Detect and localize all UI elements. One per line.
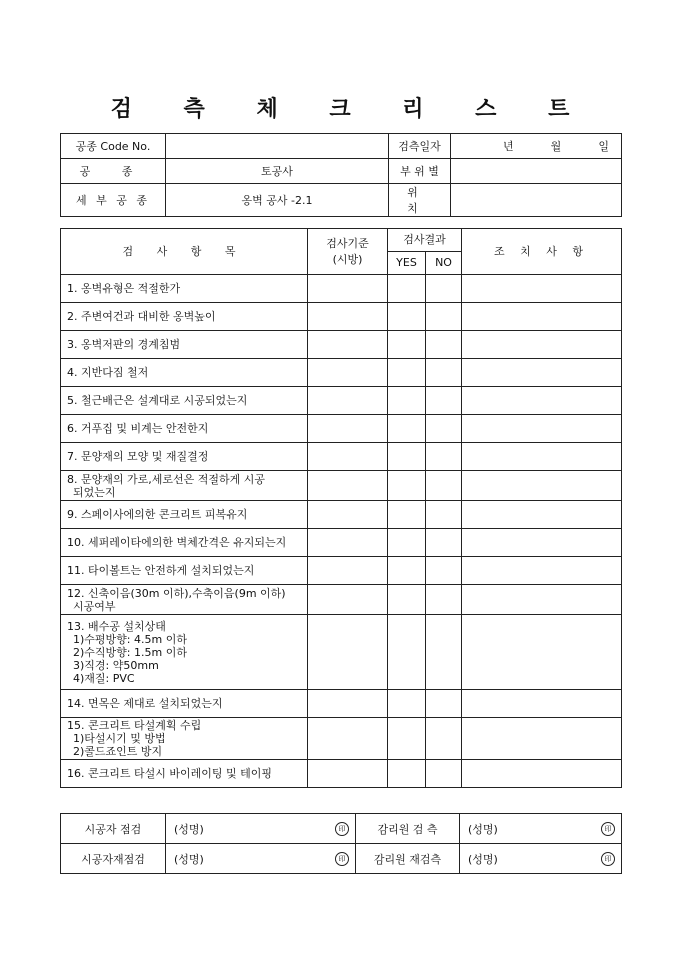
seal-icon: 印 (601, 852, 615, 866)
action-cell[interactable] (462, 303, 622, 331)
checklist-item (61, 615, 308, 690)
detail-work-label: 세 부 공 종 (61, 184, 166, 217)
date-year-label: 년 (503, 140, 514, 153)
name-label: (성명) (174, 852, 204, 866)
action-cell[interactable] (462, 275, 622, 303)
header-action: 조 치 사 항 (462, 229, 622, 275)
criteria-cell[interactable] (308, 585, 388, 615)
checklist-row (61, 303, 622, 331)
yes-cell[interactable] (388, 690, 426, 718)
header-criteria-line1: 검사기준 (326, 236, 369, 250)
seal-icon: 印 (335, 852, 349, 866)
checklist-row (61, 443, 622, 471)
criteria-cell[interactable] (308, 471, 388, 501)
checklist-item-title: 7. 문양재의 모양 및 재질결정 (67, 450, 209, 463)
checklist-item (61, 275, 308, 303)
work-code-value[interactable] (166, 134, 389, 159)
checklist-item-title: 4. 지반다짐 철저 (67, 366, 149, 379)
checklist-item-detail: 3)직경: 약50mm (73, 658, 159, 672)
criteria-cell[interactable] (308, 387, 388, 415)
no-cell[interactable] (426, 557, 462, 585)
action-cell[interactable] (462, 501, 622, 529)
yes-cell[interactable] (388, 303, 426, 331)
work-code-label: 공종 Code No. (61, 134, 166, 159)
supervisor-recheck-label: 감리원 재검측 (356, 844, 460, 874)
checklist-item-title: 1. 옹벽유형은 적절한가 (67, 282, 181, 295)
yes-cell[interactable] (388, 557, 426, 585)
action-cell[interactable] (462, 585, 622, 615)
criteria-cell[interactable] (308, 415, 388, 443)
name-label: (성명) (468, 852, 498, 866)
inspect-date-value[interactable] (451, 134, 622, 159)
yes-cell[interactable] (388, 501, 426, 529)
yes-cell[interactable] (388, 275, 426, 303)
checklist-row (61, 690, 622, 718)
checklist-item (61, 415, 308, 443)
header-yes: YES (388, 252, 426, 275)
checklist-row (61, 471, 622, 501)
checklist-item-title: 15. 콘크리트 타설계획 수립 (67, 719, 202, 732)
checklist-item-detail: 2)수직방향: 1.5m 이하 (73, 645, 187, 659)
work-type-value[interactable]: 토공사 (166, 159, 389, 184)
action-cell[interactable] (462, 718, 622, 760)
action-cell[interactable] (462, 529, 622, 557)
checklist-item (61, 529, 308, 557)
no-cell[interactable] (426, 275, 462, 303)
no-cell[interactable] (426, 718, 462, 760)
checklist-table (60, 228, 622, 788)
checklist-item-title: 3. 옹벽저판의 경계침범 (67, 338, 181, 351)
supervisor-check-label: 감리원 검 측 (356, 814, 460, 844)
yes-cell[interactable] (388, 718, 426, 760)
header-criteria-line2: (시방) (332, 252, 363, 266)
checklist-row (61, 585, 622, 615)
yes-cell[interactable] (388, 359, 426, 387)
location-label: 위 치 (389, 184, 451, 217)
checklist-row (61, 275, 622, 303)
action-cell[interactable] (462, 415, 622, 443)
yes-cell[interactable] (388, 331, 426, 359)
contractor-recheck-name[interactable] (166, 844, 356, 874)
yes-cell[interactable] (388, 615, 426, 690)
yes-cell[interactable] (388, 529, 426, 557)
no-cell[interactable] (426, 760, 462, 788)
action-cell[interactable] (462, 615, 622, 690)
criteria-cell[interactable] (308, 557, 388, 585)
seal-icon: 印 (335, 822, 349, 836)
criteria-cell[interactable] (308, 760, 388, 788)
checklist-item (61, 387, 308, 415)
checklist-item-title: 13. 배수공 설치상태 (67, 619, 166, 633)
date-month-label: 월 (550, 140, 562, 153)
checklist-row (61, 529, 622, 557)
criteria-cell[interactable] (308, 359, 388, 387)
checklist-item (61, 443, 308, 471)
checklist-item-detail: 되었는지 (73, 485, 116, 499)
checklist-item-title: 8. 문양재의 가로,세로선은 적절하게 시공 (67, 472, 265, 486)
checklist-row (61, 501, 622, 529)
criteria-cell[interactable] (308, 690, 388, 718)
checklist-item-title: 2. 주변여건과 대비한 옹벽높이 (67, 310, 216, 323)
contractor-check-label: 시공자 점검 (61, 814, 166, 844)
criteria-cell[interactable] (308, 529, 388, 557)
no-cell[interactable] (426, 615, 462, 690)
no-cell[interactable] (426, 443, 462, 471)
criteria-cell[interactable] (308, 443, 388, 471)
no-cell[interactable] (426, 415, 462, 443)
work-type-label: 공 종 (61, 159, 166, 184)
page-title: 검 측 체 크 리 스 트 (110, 96, 592, 122)
criteria-cell[interactable] (308, 275, 388, 303)
checklist-item-detail: 1)타설시기 및 방법 (73, 732, 166, 745)
no-cell[interactable] (426, 387, 462, 415)
yes-cell[interactable] (388, 443, 426, 471)
checklist-row (61, 415, 622, 443)
no-cell[interactable] (426, 471, 462, 501)
criteria-cell[interactable] (308, 331, 388, 359)
action-cell[interactable] (462, 331, 622, 359)
no-cell[interactable] (426, 303, 462, 331)
signature-table (60, 813, 622, 874)
supervisor-check-name[interactable] (460, 814, 622, 844)
no-cell[interactable] (426, 331, 462, 359)
checklist-row (61, 331, 622, 359)
checklist-row (61, 557, 622, 585)
criteria-cell[interactable] (308, 718, 388, 760)
no-cell[interactable] (426, 690, 462, 718)
header-inspect-item: 검 사 항 목 (61, 229, 308, 275)
yes-cell[interactable] (388, 760, 426, 788)
yes-cell[interactable] (388, 471, 426, 501)
criteria-cell[interactable] (308, 501, 388, 529)
checklist-item (61, 359, 308, 387)
header-criteria (308, 229, 388, 275)
header-result: 검사결과 (388, 229, 462, 252)
no-cell[interactable] (426, 359, 462, 387)
checklist-item-detail: 4)재질: PVC (73, 671, 135, 685)
checklist-item (61, 471, 308, 501)
checklist-item (61, 303, 308, 331)
yes-cell[interactable] (388, 415, 426, 443)
checklist-item-detail: 시공여부 (73, 599, 116, 613)
checklist-item-title: 5. 철근배근은 설계대로 시공되었는지 (67, 394, 248, 407)
inspect-date-label: 검측일자 (389, 134, 451, 159)
action-cell[interactable] (462, 387, 622, 415)
name-label: (성명) (468, 822, 498, 836)
supervisor-recheck-name[interactable] (460, 844, 622, 874)
criteria-cell[interactable] (308, 615, 388, 690)
checklist-item-title: 12. 신축이음(30m 이하),수축이음(9m 이하) (67, 586, 286, 600)
checklist-item (61, 760, 308, 788)
no-cell[interactable] (426, 585, 462, 615)
yes-cell[interactable] (388, 387, 426, 415)
action-cell[interactable] (462, 471, 622, 501)
checklist-row (61, 359, 622, 387)
checklist-item-title: 6. 거푸집 및 비계는 안전한지 (67, 422, 209, 435)
location-value[interactable] (451, 184, 622, 217)
checklist-row (61, 387, 622, 415)
checklist-item-detail: 2)콜드죠인트 방지 (73, 745, 163, 758)
checklist-item-title: 11. 타이볼트는 안전하게 설치되었는지 (67, 564, 255, 577)
info-table (60, 133, 622, 217)
checklist-item (61, 331, 308, 359)
yes-cell[interactable] (388, 585, 426, 615)
detail-work-value[interactable]: 옹벽 공사 -2.1 (166, 184, 389, 217)
checklist-item-detail: 1)수평방향: 4.5m 이하 (73, 632, 187, 646)
checklist-item (61, 718, 308, 760)
checklist-row (61, 760, 622, 788)
checklist-row (61, 615, 622, 690)
checklist-item (61, 585, 308, 615)
checklist-item-title: 10. 세퍼레이타에의한 벽체간격은 유지되는지 (67, 536, 287, 549)
action-cell[interactable] (462, 443, 622, 471)
contractor-check-name[interactable] (166, 814, 356, 844)
contractor-recheck-label: 시공자재점검 (61, 844, 166, 874)
checklist-item-title: 14. 면목은 제대로 설치되었는지 (67, 697, 223, 710)
checklist-item (61, 557, 308, 585)
part-label: 부 위 별 (389, 159, 451, 184)
checklist-row (61, 718, 622, 760)
no-cell[interactable] (426, 501, 462, 529)
action-cell[interactable] (462, 557, 622, 585)
checklist-item-title: 16. 콘크리트 타설시 바이레이팅 및 테이핑 (67, 767, 272, 780)
action-cell[interactable] (462, 359, 622, 387)
checklist-item (61, 501, 308, 529)
checklist-item (61, 690, 308, 718)
action-cell[interactable] (462, 690, 622, 718)
seal-icon: 印 (601, 822, 615, 836)
criteria-cell[interactable] (308, 303, 388, 331)
action-cell[interactable] (462, 760, 622, 788)
date-day-label: 일 (598, 140, 609, 153)
name-label: (성명) (174, 822, 204, 836)
header-no: NO (426, 252, 462, 275)
no-cell[interactable] (426, 529, 462, 557)
part-value[interactable] (451, 159, 622, 184)
checklist-item-title: 9. 스페이사에의한 콘크리트 피복유지 (67, 508, 248, 521)
